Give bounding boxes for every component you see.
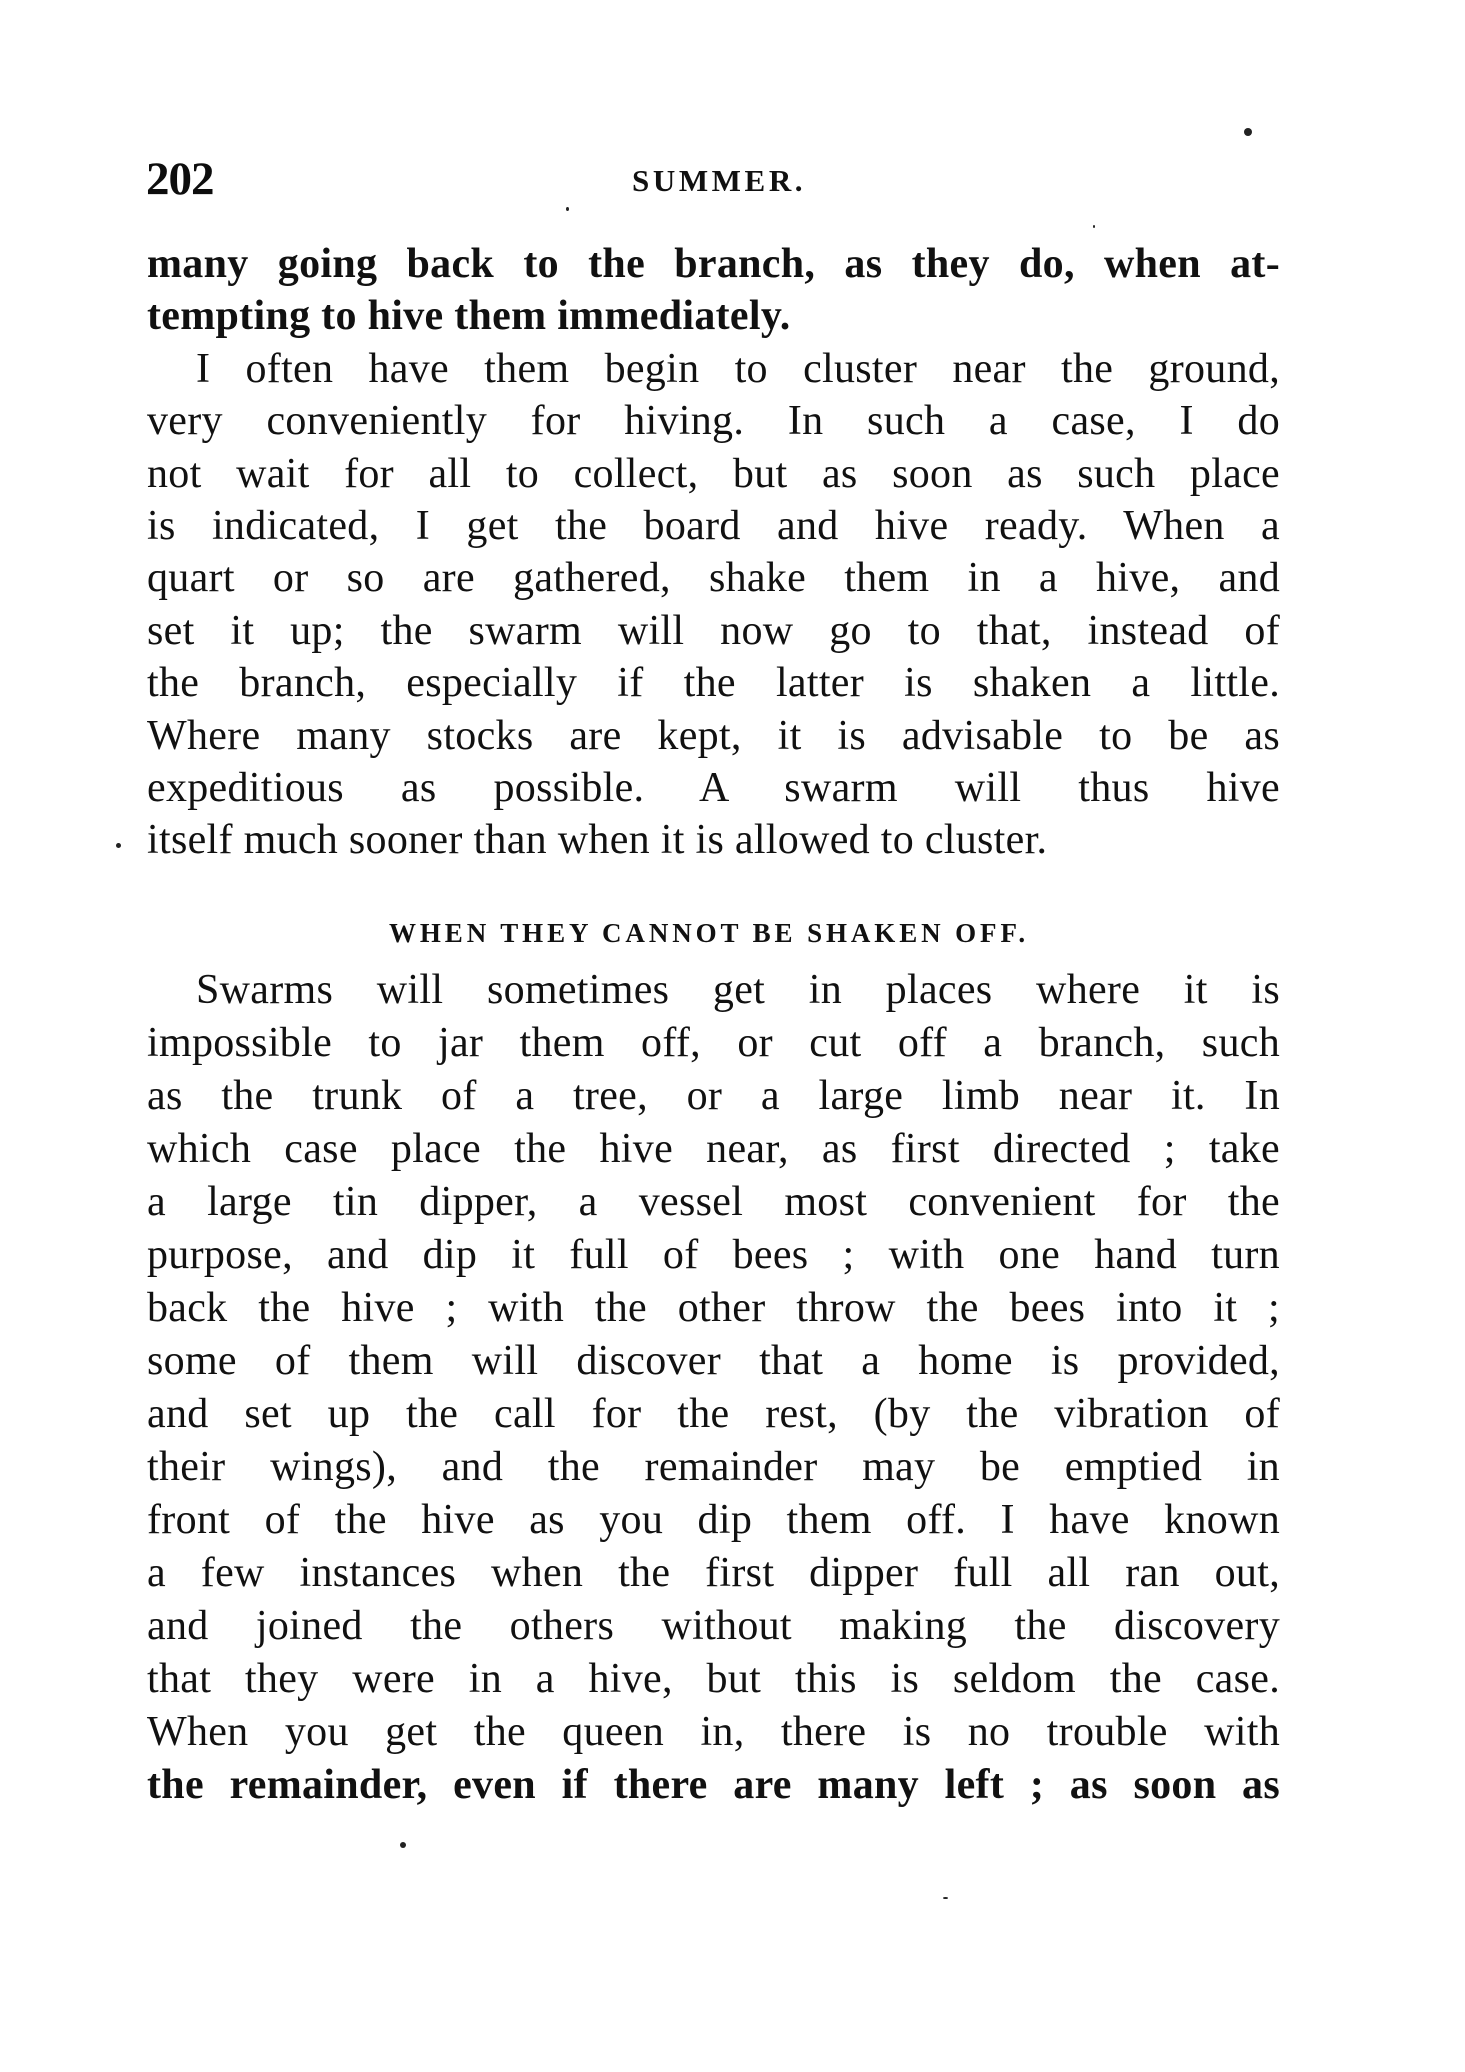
text-line: the branch, especially if the latter is shaken a little. (147, 660, 1280, 707)
text-line: purpose, and dip it full of bees ; with one hand turn (147, 1232, 1280, 1278)
text-line: Swarms will sometimes get in places where it is (196, 967, 1280, 1013)
text-line: that they were in a hive, but this is seldom the case. (147, 1656, 1280, 1702)
text-line: tempting to hive them immediately. (147, 293, 791, 340)
scan-speck (566, 207, 569, 211)
page-number: 202 (146, 153, 214, 205)
section-heading: WHEN THEY CANNOT BE SHAKEN OFF. (389, 918, 1030, 948)
text-line: front of the hive as you dip them off. I have known (147, 1497, 1280, 1543)
text-line: is indicated, I get the board and hive ready. When a (147, 502, 1280, 549)
text-line: and joined the others without making the discovery (147, 1603, 1280, 1649)
text-line: a few instances when the first dipper full all ran out, (147, 1550, 1280, 1596)
scan-speck (116, 843, 121, 848)
text-line: and set up the call for the rest, (by the vibration of (147, 1391, 1280, 1437)
scan-speck (943, 1897, 948, 1899)
text-line: very conveniently for hiving. In such a case, I do (147, 398, 1280, 445)
text-line: I often have them begin to cluster near the ground, (196, 345, 1280, 392)
paragraph-continued (147, 238, 1280, 867)
text-line: back the hive ; with the other throw the bees into it ; (147, 1285, 1280, 1331)
text-line: quart or so are gathered, shake them in a hive, and (147, 555, 1280, 602)
text-line: not wait for all to collect, but as soon as such place (147, 450, 1280, 497)
text-line: When you get the queen in, there is no trouble with (147, 1709, 1280, 1755)
text-line: set it up; the swarm will now go to that, instead of (147, 607, 1280, 654)
text-line: impossible to jar them off, or cut off a branch, such (147, 1020, 1280, 1066)
scan-speck (1093, 225, 1095, 228)
paragraph (147, 964, 1280, 1812)
text-line: the remainder, even if there are many left ; as soon as (147, 1762, 1280, 1808)
text-line: some of them will discover that a home is provided, (147, 1338, 1280, 1384)
text-line: which case place the hive near, as first directed ; take (147, 1126, 1280, 1172)
text-line: their wings), and the remainder may be emptied in (147, 1444, 1280, 1490)
scan-speck (400, 1842, 406, 1848)
text-line: a large tin dipper, a vessel most convenient for the (147, 1179, 1280, 1225)
text-line: itself much sooner than when it is allowed to cluster. (147, 817, 1048, 864)
text-line: many going back to the branch, as they do, when at- (147, 241, 1280, 287)
text-line: Where many stocks are kept, it is advisable to be as (147, 712, 1280, 759)
text-line: expeditious as possible. A swarm will thus hive (147, 764, 1280, 811)
scan-speck (1244, 128, 1252, 136)
text-line: as the trunk of a tree, or a large limb near it. In (147, 1073, 1280, 1119)
running-title: SUMMER. (632, 163, 807, 198)
